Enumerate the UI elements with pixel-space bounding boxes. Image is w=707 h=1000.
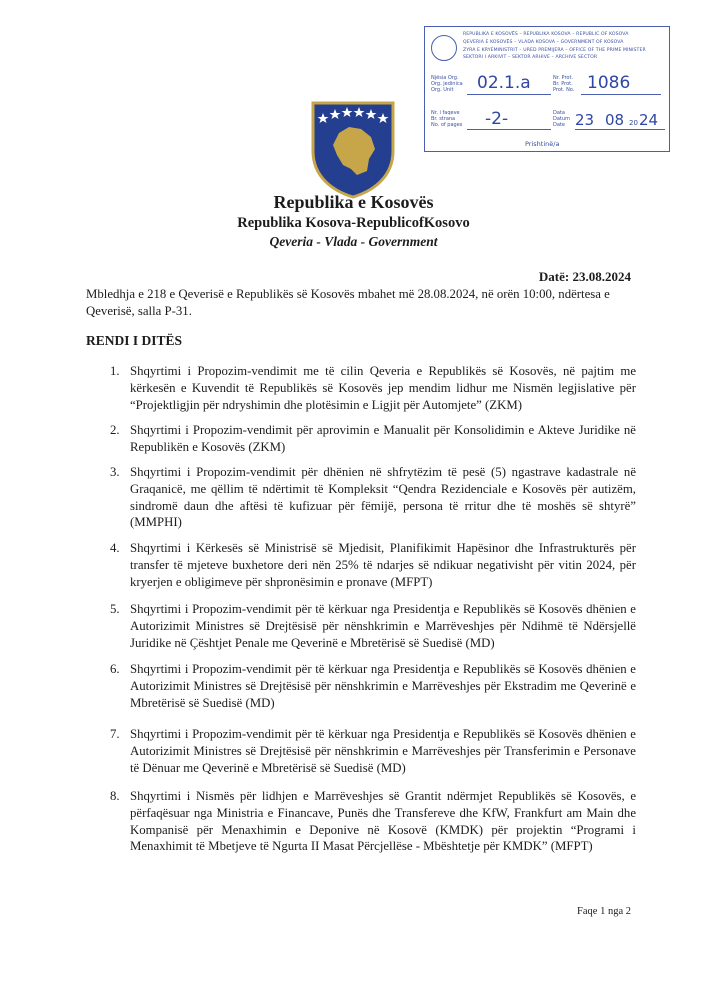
stamp-label: Datum bbox=[553, 116, 570, 122]
stamp-date-day: 23 bbox=[575, 111, 595, 129]
stamp-prot-value: 1086 bbox=[587, 73, 631, 93]
stamp-label: Org. Unit bbox=[431, 87, 454, 93]
agenda-item-text: Shqyrtimi i Propozim-vendimit për dhënien në shfrytëzim të pesë (5) ngastrave kadastrale në Graqanicë, me qëllim të ndërtimit të Kompleksit “Qendra Rezidenciale e Kosovës për autizëm, sindromë daun dhe aftësi të kufizuar për fëmijë, persona të rritur dhe të moshës së shtyrë” (MMPHI) bbox=[130, 465, 636, 530]
stamp-underline bbox=[467, 94, 551, 95]
agenda-item-text: Shqyrtimi i Kërkesës së Ministrisë së Mjedisit, Planifikimit Hapësinor dhe Infrastrukturës për transfer të mjeteve buxhetore deri nën 25% të ndarjes së ndikuar negativisht për vitin 2024, për kryerjen e obligimeve për shpronësimin e pronave (MFPT) bbox=[130, 541, 636, 589]
stamp-label: Date bbox=[553, 122, 565, 128]
agenda-item-number: 6. bbox=[110, 662, 120, 676]
archive-stamp bbox=[424, 26, 670, 152]
stamp-header bbox=[463, 31, 667, 62]
stamp-label: No. of pages bbox=[431, 122, 463, 128]
country-title: Republika e Kosovës bbox=[273, 192, 434, 212]
stamp-unit-value: 02.1.a bbox=[477, 73, 531, 93]
stamp-date-labels bbox=[553, 110, 570, 128]
document-date: Datë: 23.08.2024 bbox=[538, 269, 631, 284]
stamp-label: Org. jedinica bbox=[431, 81, 463, 87]
agenda-title: RENDI I DITËS bbox=[86, 333, 183, 348]
agenda-item-number: 1. bbox=[110, 364, 120, 378]
stamp-date-month: 08 bbox=[605, 111, 625, 129]
agenda-item-number: 4. bbox=[110, 541, 120, 555]
stamp-header-line: QEVERIA E KOSOVËS – VLADA KOSOVA – GOVERNMENT OF KOSOVA bbox=[463, 39, 624, 45]
agenda-item-text: Shqyrtimi i Propozim-vendimit për të kërkuar nga Presidentja e Republikës së Kosovës dhënien e Autorizimit Ministres së Drejtësisë për nënshkrimin e Marrëveshjes për Transferimin e Personave të Dënuar me Qeverinë e Mbretërisë së Suedisë (MD) bbox=[130, 727, 636, 775]
agenda-item-text: Shqyrtimi i Propozim-vendimit për aprovimin e Manualit për Konsolidimin e Akteve Juridike në Republikën e Kosovës (ZKM) bbox=[130, 423, 636, 454]
agenda-item-text: Shqyrtimi i Nismës për lidhjen e Marrëveshjes së Grantit ndërmjet Republikës së Kosovës, e përfaqësuar nga Ministria e Financave, Punës dhe Transfereve dhe KfW, Frankfurt am Main dhe Kompanisë për Menaxhimin e Deponive në Kosovë (KMDK) për projektin “Programi i Menaxhimit të Mbetjeve të Ngurta II Masat Përcjellëse - Mbështetje për KMDK” (MFPT) bbox=[130, 789, 636, 854]
stamp-pages-value: -2- bbox=[485, 109, 509, 129]
agenda-item-text: Shqyrtimi i Propozim-vendimit për të kërkuar nga Presidentja e Republikës së Kosovës dhënien e Autorizimit Ministres së Drejtësisë për nënshkrimin e Marrëveshjes për Ndihmë të Ndërsjellë Juridike në Çështjet Penale me Qeverinë e Mbretërisë së Suedisë (MD) bbox=[130, 602, 636, 650]
stamp-prot-labels bbox=[553, 75, 574, 93]
stamp-underline bbox=[575, 129, 665, 130]
country-subtitle: Republika Kosova-RepublicofKosovo bbox=[237, 215, 470, 231]
stamp-label: Njësia Org. bbox=[431, 75, 459, 81]
government-title: Qeveria - Vlada - Government bbox=[269, 234, 438, 249]
stamp-underline bbox=[467, 129, 551, 130]
agenda-item-text: Shqyrtimi i Propozim-vendimit për të kërkuar nga Presidentja e Republikës së Kosovës dhënien e Autorizimit Ministres së Drejtësisë për nënshkrimin e Marrëveshjes për Ekstradim me Qeverinë e Mbretërisë së Suedisë (MD) bbox=[130, 662, 636, 710]
stamp-date-year-prefix: 20 bbox=[629, 119, 638, 127]
stamp-label: Br. strana bbox=[431, 116, 456, 122]
stamp-header-line: ZYRA E KRYEMINISTRIT – URED PREMIJERA – OFFICE OF THE PRIME MINISTER bbox=[463, 47, 646, 53]
stamp-underline bbox=[581, 94, 661, 95]
stamp-label: Data bbox=[553, 110, 565, 116]
stamp-unit-labels bbox=[431, 75, 463, 93]
page-number: Faqe 1 nga 2 bbox=[577, 906, 631, 917]
agenda-item-text: Shqyrtimi i Propozim-vendimit me të cilin Qeveria e Republikës së Kosovës, në pajtim me kërkesën e Kuvendit të Republikës së Kosovës jep mendim lidhur me Nismën legjislative për “Projektligjin për ndryshimin dhe plotësimin e Ligjit për Automjete” (ZKM) bbox=[130, 364, 636, 412]
stamp-header-line: SEKTORI I ARKIVIT – SEKTOR ARHIVE – ARCHIVE SECTOR bbox=[463, 55, 598, 61]
agenda-item-number: 5. bbox=[110, 602, 120, 616]
stamp-label: Br. Prot. bbox=[553, 81, 573, 87]
agenda-item-number: 3. bbox=[110, 465, 120, 479]
stamp-label: Nr. Prot. bbox=[553, 75, 573, 81]
meeting-intro: Mbledhja e 218 e Qeverisë e Republikës së Kosovës mbahet më 28.08.2024, në orën 10:00, ndërtesa e Qeverisë, salla P-31. bbox=[86, 287, 610, 318]
stamp-date-year: 24 bbox=[639, 111, 659, 129]
stamp-seal-icon bbox=[431, 35, 457, 61]
stamp-label: Prot. No. bbox=[553, 87, 575, 93]
agenda-item-number: 2. bbox=[110, 423, 120, 437]
stamp-header-line: REPUBLIKA E KOSOVËS – REPUBLIKA KOSOVA – REPUBLIC OF KOSOVA bbox=[463, 32, 629, 37]
stamp-label: Nr. i faqeve bbox=[431, 110, 460, 116]
kosovo-emblem-icon bbox=[309, 99, 397, 199]
agenda-item-number: 7. bbox=[110, 727, 120, 741]
agenda-item-number: 8. bbox=[110, 789, 120, 803]
stamp-pages-labels bbox=[431, 110, 462, 128]
stamp-city: Prishtinë/a bbox=[525, 140, 560, 148]
